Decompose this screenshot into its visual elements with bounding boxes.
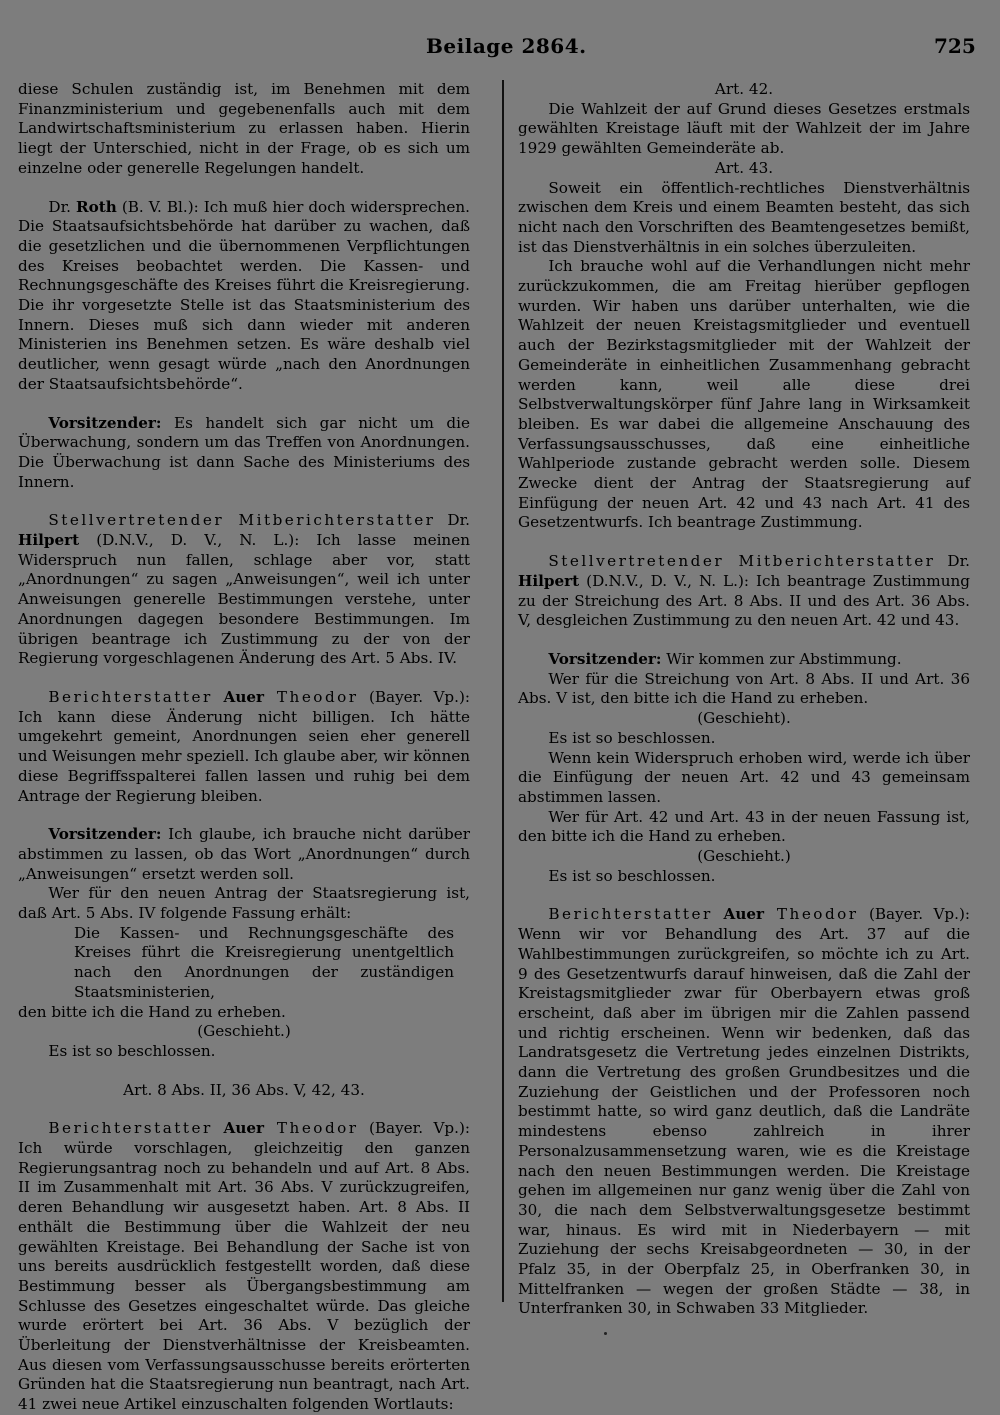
resolution: Es ist so beschlossen. (548, 866, 716, 885)
procedure-note: (Geschieht.) (197, 1022, 291, 1041)
speech-text: (B. V. Bl.): Ich muß hier doch widersprechen. Die Staatsaufsichtsbehörde hat darüber zu wachen, daß die gesetzlichen und die übernommenen Verpflichtungen des Kreises beobachtet werden. Die Kassen- und Rechnungsgeschäfte des Kreises führt die Kreisregierung. Die ihr vorgesetzte Stelle ist das Staatsministerium des Innern. Dieses muß sich dann wieder mit anderen Ministerien ins Benehmen setzen. Es wäre deshalb viel deutlicher, wenn gesagt würde „nach den Anordnungen der Staatsaufsichtsbehörde“. (18, 197, 470, 393)
speaker-firstname: Theodor (764, 905, 859, 924)
page-header (0, 34, 1000, 64)
speech-hilpert (18, 511, 470, 669)
resolution: Es ist so beschlossen. (48, 1041, 216, 1060)
speaker-role: Berichterstatter (48, 1119, 213, 1138)
speaker-label: Vorsitzender: (548, 649, 662, 668)
right-column (518, 80, 970, 1319)
article-heading: Art. 42. (714, 80, 774, 98)
print-speck (604, 1332, 607, 1335)
speech-auer (518, 905, 970, 1319)
left-column (18, 80, 470, 1415)
column-divider (502, 80, 504, 1302)
speaker-role: Berichterstatter (48, 687, 213, 706)
speech-text: (Bayer. Vp.): Ich kann diese Änderung nicht billigen. Ich hätte umgekehrt gemeint, Anordnungen seien eher generell und Weisungen mehr speziell. Ich glaube aber, wir können diese Begriffsspalterei fallen lassen und ruhig bei dem Antrage der Regierung bleiben. (18, 687, 471, 805)
speaker-name: Auer (212, 687, 265, 706)
speech-roth (18, 198, 470, 395)
speaker-title: Dr. (935, 552, 970, 571)
speaker-title: Dr. (435, 511, 470, 530)
speaker-name: Hilpert (18, 531, 80, 550)
page-number: 725 (934, 34, 976, 58)
resolution: Es ist so beschlossen. (548, 728, 716, 747)
speaker-firstname: Theodor (264, 1119, 359, 1138)
speech-text: (D.N.V., D. V., N. L.): Ich lasse meinen Widerspruch nun fallen, schlage aber vor, statt „Anordnungen“ zu sagen „Anweisungen“, weil ich unter Anweisungen generelle Bestimmungen verstehe, unter Anordnungen dagegen besondere Bestimmungen. Im übrigen beantrage ich Zustimmung zu der von der Regierung vorgeschlagenen Änderung des Art. 5 Abs. IV. (18, 531, 470, 668)
article-text: Soweit ein öffentlich-rechtliches Dienstverhältnis zwischen dem Kreis und einem Beamten besteht, das sich nicht nach den Vorschriften des Beamtengesetzes bemißt, ist das Dienstverhältnis in ein solches überzuleiten. (518, 178, 970, 256)
speaker-role: Stellvertretender Mitberichterstatter (48, 511, 436, 530)
speaker-label: Vorsitzender: (48, 413, 162, 432)
paragraph: Wer für den neuen Antrag der Staatsregierung ist, daß Art. 5 Abs. IV folgende Fassung erhält: (18, 884, 470, 923)
speaker-label: Vorsitzender: (48, 825, 162, 844)
paragraph: Wer für Art. 42 und Art. 43 in der neuen Fassung ist, den bitte ich die Hand zu erheben. (518, 807, 970, 846)
speaker-name: Auer (712, 905, 765, 924)
speech-hilpert (518, 552, 970, 631)
procedure-note: (Geschieht). (697, 709, 791, 728)
speech-chair (18, 414, 470, 493)
speech-auer (18, 688, 470, 806)
speech-text: (Bayer. Vp.): Ich würde vorschlagen, gleichzeitig den ganzen Regierungsantrag noch zu behandeln und auf Art. 8 Abs. II im Zusammenhalt mit Art. 36 Abs. V zurückzugreifen, deren Behandlung wir ausgesetzt haben. Art. 8 Abs. II enthält die Bestimmung über die Wahlzeit der neu gewählten Kreistage. Bei Behandlung der Sache ist von uns bereits ausdrücklich festgestellt worden, daß diese Bestimmung besser als Übergangsbestimmung am Schlusse des Gesetzes eingeschaltet würde. Das gleiche wurde erörtert bei Art. 36 Abs. V bezüglich der Überleitung der Dienstverhältnisse der Kreisbeamten. Aus diesen vom Verfassungsausschusse bereits erörterten Gründen hat die Staatsregierung nun beantragt, nach Art. 41 zwei neue Artikel einzuschalten folgenden Wortlauts: (18, 1119, 471, 1414)
procedure-note: (Geschieht.) (697, 847, 791, 866)
article-heading: Art. 43. (714, 158, 774, 177)
speaker-role: Stellvertretender Mitberichterstatter (548, 552, 936, 571)
speech-chair (518, 650, 970, 670)
speech-chair (18, 825, 470, 884)
speech-text: Es handelt sich gar nicht um die Überwachung, sondern um das Treffen von Anordnungen. Die Überwachung ist dann Sache des Ministeriums des Innern. (18, 413, 470, 491)
quoted-provision: Die Kassen- und Rechnungsgeschäfte des Kreises führt die Kreisregierung unentgeltlich nach den Anordnungen der zuständigen Staatsministerien, (74, 923, 454, 1001)
paragraph: Wer für die Streichung von Art. 8 Abs. II und Art. 36 Abs. V ist, den bitte ich die Hand zu erheben. (518, 669, 970, 708)
speaker-name: Hilpert (518, 571, 580, 590)
speech-text: Wir kommen zur Abstimmung. (661, 649, 902, 668)
speaker-role: Berichterstatter (548, 905, 713, 924)
speech-text: (Bayer. Vp.): Wenn wir vor Behandlung des Art. 37 auf die Wahlbestimmungen zurückgreifen, so möchte ich zu Art. 9 des Gesetzentwurfs darauf hinweisen, daß die Zahl der Kreistagsmitglieder zwar für Oberbayern etwas groß erscheint, daß aber im übrigen mir die Zahlen passend und richtig erscheinen. Wenn wir bedenken, daß das Landratsgesetz die Vertretung jedes einzelnen Distrikts, dann die Vertretung des großen Grundbesitzes und die Zuziehung der Geistlichen und der Professoren noch bestimmt hatte, so wird ganz deutlich, daß die Landräte mindestens ebenso zahlreich in ihrer Personalzusammensetzung waren, wie es die Kreistage nach den neuen Bestimmungen werden. Die Kreistage gehen im allgemeinen nur ganz wenig über die Zahl von 30, die nach dem Selbstverwaltungsgesetze bestimmt war, hinaus. Es wird mit in Niederbayern — mit Zuziehung der sechs Kreisabgeordneten — 30, in der Pfalz 35, in der Oberpfalz 25, in Oberfranken 30, in Mittelfranken — wegen der großen Städte — 38, in Unterfranken 30, in Schwaben 33 Mitglieder. (518, 905, 971, 1318)
speech-auer (18, 1119, 470, 1415)
paragraph: Wenn kein Widerspruch erhoben wird, werde ich über die Einfügung der neuen Art. 42 und 43 gemeinsam abstimmen lassen. (518, 748, 970, 806)
paragraph: Ich brauche wohl auf die Verhandlungen nicht mehr zurückzukommen, die am Freitag hierüber gepflogen wurden. Wir haben uns darüber unterhalten, wie die Wahlzeit der neuen Kreistagsmitglieder und eventuell auch der Bezirkstagsmitglieder mit der Wahlzeit der Gemeinderäte in einheitlichen Zusammenhang gebracht werden kann, weil alle diese drei Selbstverwaltungskörper fünf Jahre lang in Wirksamkeit bleiben. Es war dabei die allgemeine Anschauung des Verfassungsausschusses, daß eine einheitliche Wahlperiode zustande gebracht werden solle. Diesem Zwecke dient der Antrag der Staatsregierung auf Einfügung der neuen Art. 42 und 43 nach Art. 41 des Gesetzentwurfs. Ich beantrage Zustimmung. (518, 257, 970, 532)
speech-text: (D.N.V., D. V., N. L.): Ich beantrage Zustimmung zu der Streichung des Art. 8 Abs. II und des Art. 36 Abs. V, desgleichen Zustimmung zu den neuen Art. 42 und 43. (518, 571, 970, 630)
speaker-title: Dr. (48, 197, 76, 216)
section-heading: Art. 8 Abs. II, 36 Abs. V, 42, 43. (123, 1080, 365, 1099)
supplement-title: Beilage 2864. (426, 34, 587, 58)
paragraph: den bitte ich die Hand zu erheben. (18, 1002, 286, 1021)
speech-text: Ich glaube, ich brauche nicht darüber abstimmen zu lassen, ob das Wort „Anordnungen“ durch „Anweisungen“ ersetzt werden soll. (18, 825, 470, 883)
paragraph: diese Schulen zuständig ist, im Benehmen mit dem Finanzministerium und gegebenenfalls auch mit dem Landwirtschaftsministerium zu erlassen haben. Hierin liegt der Unterschied, nicht in der Frage, ob es sich um einzelne oder generelle Regelungen handelt. (18, 80, 470, 177)
speaker-firstname: Theodor (264, 687, 359, 706)
speaker-name: Auer (212, 1119, 265, 1138)
speaker-name: Roth (76, 197, 117, 216)
article-text: Die Wahlzeit der auf Grund dieses Gesetzes erstmals gewählten Kreistage läuft mit der Wahlzeit der im Jahre 1929 gewählten Gemeinderäte ab. (518, 99, 970, 158)
